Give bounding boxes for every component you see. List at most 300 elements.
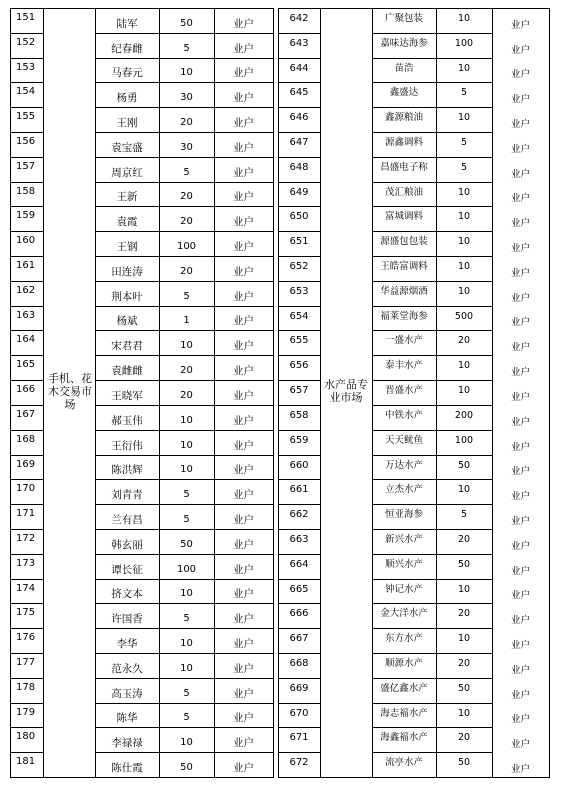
unit-label: 业户 [233,588,254,601]
amount: 10 [457,261,471,273]
grid-hline [278,752,321,753]
grid-hline [95,107,274,108]
unit-label: 业户 [510,515,530,527]
grid-hline [372,628,493,629]
amount: 5 [183,613,190,625]
grid-hline [10,752,44,753]
amount: 100 [176,563,197,575]
vendor-name: 东方水产 [384,633,423,645]
grid-hline [372,678,493,679]
grid-hline [10,182,44,183]
vendor-name: 福莱堂海参 [380,310,428,322]
amount: 5 [460,87,468,99]
vendor-name: 立杰水产 [384,484,423,496]
row-number: 650 [289,211,309,223]
grid-hline [95,231,274,232]
grid-vline [320,8,321,777]
unit-label: 业户 [510,639,530,651]
vendor-name: 盛亿鑫水产 [380,682,428,694]
row-number: 152 [16,36,36,48]
unit-label: 业户 [510,540,530,552]
unit-label: 业户 [233,464,254,477]
grid-hline [372,82,493,83]
vendor-name: 鑫源粮油 [384,112,423,124]
vendor-name: 海鑫福水产 [380,732,428,744]
amount: 50 [180,762,193,773]
grid-hline [10,455,44,456]
unit-label: 业户 [233,613,254,626]
row-number: 647 [289,137,309,149]
vendor-name: 新兴水产 [384,533,423,545]
grid-hline [372,281,493,282]
row-number: 181 [16,756,36,768]
person-name: 陈华 [116,712,138,725]
amount: 50 [180,17,193,29]
person-name: 袁霞 [116,216,138,229]
unit-label: 业户 [233,42,254,55]
grid-hline [278,653,321,654]
grid-hline [95,256,274,257]
amount: 10 [457,385,471,397]
unit-label: 业户 [510,739,530,751]
row-number: 664 [289,558,309,570]
grid-hline [278,206,321,207]
amount: 10 [457,583,471,595]
unit-label: 业户 [233,166,254,179]
grid-hline [10,579,44,580]
unit-label: 业户 [233,489,254,502]
unit-label: 业户 [233,141,254,154]
person-name: 周京红 [111,166,143,179]
grid-hline [10,430,44,431]
grid-hline [278,82,321,83]
amount: 10 [457,707,471,719]
grid-hline [10,504,44,505]
grid-hline [278,603,321,604]
unit-label: 业户 [233,17,254,30]
person-name: 纪春雌 [111,42,143,55]
grid-hline [95,628,274,629]
row-number: 166 [16,384,36,396]
row-number: 176 [16,632,36,644]
grid-hline [278,330,321,331]
amount: 10 [457,13,471,24]
grid-hline [278,554,321,555]
unit-label: 业户 [510,292,530,304]
amount: 10 [457,633,471,645]
unit-label: 业户 [510,615,530,627]
row-number: 171 [16,508,36,520]
unit-label: 业户 [233,340,254,353]
grid-hline [95,603,274,604]
grid-hline [10,8,274,9]
grid-hline [95,132,274,133]
amount: 20 [180,365,193,377]
grid-hline [372,206,493,207]
row-number: 168 [16,433,36,445]
unit-label: 业户 [510,565,530,577]
amount: 10 [457,211,471,223]
grid-hline [372,58,493,59]
grid-hline [278,355,321,356]
amount: 10 [180,464,193,476]
row-number: 655 [289,335,309,347]
grid-hline [278,678,321,679]
row-number: 151 [16,12,36,23]
unit-label: 业户 [510,243,530,255]
unit-label: 业户 [233,737,254,750]
grid-hline [278,8,550,9]
row-number: 653 [289,285,309,297]
unit-label: 业户 [510,441,530,453]
grid-hline [372,231,493,232]
unit-label: 业户 [233,117,254,130]
person-name: 郝玉伟 [111,414,143,427]
amount: 50 [457,459,471,471]
grid-hline [278,182,321,183]
grid-hline [372,479,493,480]
row-number: 661 [289,484,309,496]
row-number: 654 [289,310,309,322]
row-number: 158 [16,185,36,197]
person-name: 杨斌 [116,315,138,328]
unit-label: 业户 [510,416,530,428]
unit-label: 业户 [510,689,530,701]
amount: 10 [180,637,193,649]
grid-hline [278,132,321,133]
person-name: 荆本叶 [111,290,143,303]
person-name: 兰有昌 [111,513,143,526]
person-name: 李华 [116,637,138,650]
row-number: 665 [289,583,309,595]
grid-hline [95,33,274,34]
grid-hline [95,653,274,654]
amount: 10 [457,236,471,248]
amount: 10 [180,662,193,674]
unit-label: 业户 [510,590,530,602]
grid-hline [10,132,44,133]
row-number: 162 [16,284,36,296]
grid-hline [372,132,493,133]
row-number: 648 [289,161,309,173]
grid-hline [372,703,493,704]
amount: 10 [180,67,193,79]
amount: 5 [460,161,468,173]
grid-hline [372,256,493,257]
amount: 10 [457,186,471,198]
market-name: 手机、花木交易市场 [48,372,92,411]
unit-label: 业户 [233,67,254,80]
unit-label: 业户 [233,216,254,229]
amount: 200 [454,409,474,421]
unit-label: 业户 [510,119,530,131]
unit-label: 业户 [233,662,254,675]
row-number: 177 [16,656,36,668]
grid-hline [278,380,321,381]
grid-hline [10,628,44,629]
row-number: 160 [16,235,36,247]
vendor-name: 富城调料 [384,211,423,223]
amount: 10 [180,414,193,426]
grid-hline [278,157,321,158]
grid-hline [95,554,274,555]
vendor-name: 钟记水产 [384,583,423,595]
person-name: 许国香 [111,613,143,626]
amount: 20 [180,117,193,129]
grid-hline [372,430,493,431]
person-name: 马春元 [111,67,143,80]
row-number: 167 [16,408,36,420]
amount: 10 [457,285,471,297]
row-number: 180 [16,731,36,743]
grid-hline [278,777,550,778]
unit-label: 业户 [510,19,530,31]
amount: 50 [457,558,471,570]
row-number: 159 [16,210,36,222]
row-number: 652 [289,261,309,273]
unit-label: 业户 [510,714,530,726]
grid-hline [10,554,44,555]
grid-hline [95,405,274,406]
person-name: 袁雌雌 [111,365,143,378]
row-number: 670 [289,707,309,719]
grid-hline [372,182,493,183]
amount: 10 [457,62,471,74]
unit-label: 业户 [510,69,530,81]
grid-hline [278,256,321,257]
grid-hline [10,281,44,282]
unit-label: 业户 [510,491,530,503]
unit-label: 业户 [233,241,254,254]
person-name: 刘青青 [111,489,143,502]
row-number: 663 [289,533,309,545]
grid-hline [10,231,44,232]
unit-label: 业户 [233,687,254,700]
vendor-name: 源盛包包装 [380,236,428,248]
row-number: 170 [16,483,36,495]
row-number: 671 [289,732,309,744]
row-number: 645 [289,87,309,99]
amount: 10 [457,484,471,496]
grid-hline [10,777,274,778]
row-number: 669 [289,682,309,694]
grid-hline [10,703,44,704]
grid-hline [95,727,274,728]
row-number: 157 [16,160,36,172]
grid-hline [278,58,321,59]
grid-hline [372,727,493,728]
row-number: 668 [289,657,309,669]
row-number: 658 [289,409,309,421]
row-number: 643 [289,37,309,49]
grid-hline [372,603,493,604]
amount: 20 [457,533,471,545]
grid-hline [95,579,274,580]
grid-hline [372,554,493,555]
grid-hline [372,157,493,158]
amount: 30 [180,92,193,104]
row-number: 174 [16,582,36,594]
grid-hline [10,330,44,331]
unit-label: 业户 [510,218,530,230]
vendor-name: 华益源烟酒 [380,285,428,297]
grid-hline [372,504,493,505]
grid-hline [95,330,274,331]
grid-hline [95,752,274,753]
amount: 50 [457,682,471,694]
row-number: 172 [16,532,36,544]
person-name: 高玉涛 [111,687,143,700]
vendor-name: 苗浩 [394,62,414,74]
person-name: 范永久 [111,662,143,675]
market-name: 水产品专业市场 [324,378,368,404]
grid-hline [278,504,321,505]
vendor-name: 昌盛电子称 [380,161,428,173]
vendor-name: 金大洋水产 [380,608,428,620]
vendor-name: 王皓富调料 [380,261,428,273]
grid-hline [372,306,493,307]
unit-label: 业户 [233,538,254,551]
grid-hline [372,529,493,530]
grid-hline [95,479,274,480]
grid-hline [10,58,44,59]
row-number: 165 [16,359,36,371]
person-name: 王新 [116,191,138,204]
grid-hline [278,479,321,480]
grid-vline [10,8,11,777]
grid-hline [95,703,274,704]
person-name: 杨勇 [116,92,138,105]
grid-hline [278,430,321,431]
row-number: 667 [289,633,309,645]
grid-hline [95,678,274,679]
grid-hline [95,182,274,183]
amount: 5 [183,166,190,178]
grid-vline [273,8,274,777]
grid-hline [95,82,274,83]
grid-hline [10,33,44,34]
vendor-name: 广聚包装 [384,13,423,24]
unit-label: 业户 [233,191,254,204]
row-number: 173 [16,557,36,569]
grid-hline [278,405,321,406]
grid-hline [10,380,44,381]
amount: 20 [180,389,193,401]
row-number: 156 [16,136,36,148]
grid-hline [372,653,493,654]
vendor-name: 晋盛水产 [384,385,423,397]
grid-hline [372,330,493,331]
unit-label: 业户 [510,94,530,106]
grid-hline [95,58,274,59]
row-number: 659 [289,434,309,446]
person-name: 陆军 [116,17,138,30]
grid-hline [10,678,44,679]
row-number: 660 [289,459,309,471]
unit-label: 业户 [233,365,254,378]
row-number: 154 [16,86,36,98]
grid-hline [95,380,274,381]
grid-hline [10,256,44,257]
grid-hline [10,405,44,406]
person-name: 王钢 [116,241,138,254]
unit-label: 业户 [510,367,530,379]
grid-hline [95,306,274,307]
amount: 10 [457,360,471,372]
grid-hline [10,206,44,207]
amount: 5 [460,509,468,521]
grid-vline [43,8,44,777]
row-number: 163 [16,309,36,321]
person-name: 挤文本 [111,588,143,601]
row-number: 662 [289,509,309,521]
vendor-name: 鑫盛达 [389,87,419,99]
vendor-name: 海志福水产 [380,707,428,719]
grid-vline [549,8,550,777]
unit-label: 业户 [233,563,254,576]
unit-label: 业户 [510,391,530,403]
unit-label: 业户 [510,168,530,180]
grid-hline [372,579,493,580]
grid-hline [372,752,493,753]
grid-hline [10,603,44,604]
amount: 10 [180,439,193,451]
grid-hline [278,231,321,232]
grid-hline [278,703,321,704]
grid-hline [372,107,493,108]
unit-label: 业户 [233,712,254,725]
amount: 100 [454,37,474,49]
amount: 5 [460,137,468,149]
vendor-name: 中铁水产 [384,409,423,421]
person-name: 谭长征 [111,563,143,576]
grid-hline [95,281,274,282]
unit-label: 业户 [233,290,254,303]
row-number: 666 [289,608,309,620]
grid-hline [95,455,274,456]
grid-hline [10,82,44,83]
grid-hline [278,529,321,530]
grid-hline [10,479,44,480]
person-name: 韩玄丽 [111,538,143,551]
unit-label: 业户 [233,439,254,452]
unit-label: 业户 [510,267,530,279]
row-number: 153 [16,61,36,73]
amount: 5 [183,712,190,724]
unit-label: 业户 [510,143,530,155]
amount: 1 [183,315,190,327]
grid-hline [372,355,493,356]
amount: 10 [457,112,471,124]
unit-label: 业户 [233,92,254,105]
grid-hline [372,455,493,456]
vendor-name: 一盛水产 [384,335,423,347]
grid-hline [278,281,321,282]
unit-label: 业户 [233,513,254,526]
amount: 20 [180,216,193,228]
grid-hline [278,33,321,34]
grid-hline [278,628,321,629]
amount: 50 [457,757,471,769]
grid-hline [278,455,321,456]
grid-hline [10,355,44,356]
grid-hline [10,306,44,307]
grid-hline [10,529,44,530]
row-number: 646 [289,112,309,124]
vendor-name: 嘉味达海参 [380,37,428,49]
row-number: 178 [16,681,36,693]
amount: 5 [183,687,190,699]
